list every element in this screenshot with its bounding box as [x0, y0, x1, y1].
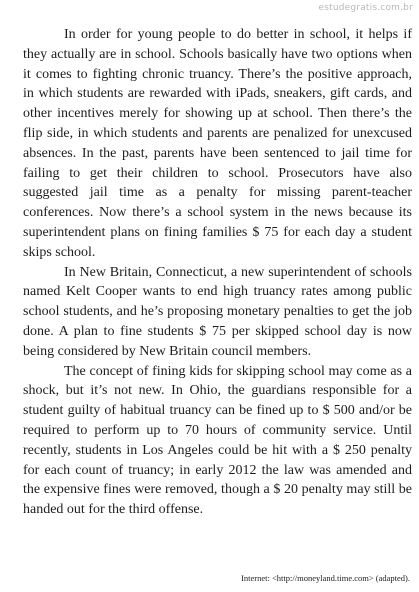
paragraph-2: In New Britain, Connecticut, a new superintendent of schools named Kelt Cooper wants to end high truancy rates among public school students, and he’s proposing monetary penalties to get the job done. A plan to fine students $ 75 per skipped school day is now being considered by New Britain council members.	[23, 264, 412, 359]
site-watermark: estudegratis.com.br	[318, 3, 413, 13]
paragraph-1: In order for young people to do better in school, it helps if they actually are in school. Schools basically have two options when it comes to fighting chronic truancy. There’s the positive approach, in which students are rewarded with iPads, sneakers, gift cards, and other incentives merely for showing up at school. Then there’s the flip side, in which students and parents are penalized for unexcused absences. In the past, parents have been sentenced to jail time for failing to get their children to school. Prosecutors have also suggested jail time as a penalty for missing parent-teacher conferences. Now there’s a school system in the news because its superintendent plans on fining families $ 75 for each day a student skips school.	[23, 27, 412, 260]
paragraph-3: The concept of fining kids for skipping school may come as a shock, but it’s not new. In Ohio, the guardians responsible for a student guilty of habitual truancy can be fined up to $ 500 and/or be required to perform up to 70 hours of community service. Until recently, students in Los Angeles could be hit with a $ 250 penalty for each count of truancy; in early 2012 the law was amended and the expensive fines were removed, though a $ 20 penalty may still be handed out for the third offense.	[23, 363, 412, 518]
article-body	[23, 25, 412, 520]
source-citation: Internet: <http://moneyland.time.com> (adapted).	[241, 573, 410, 583]
